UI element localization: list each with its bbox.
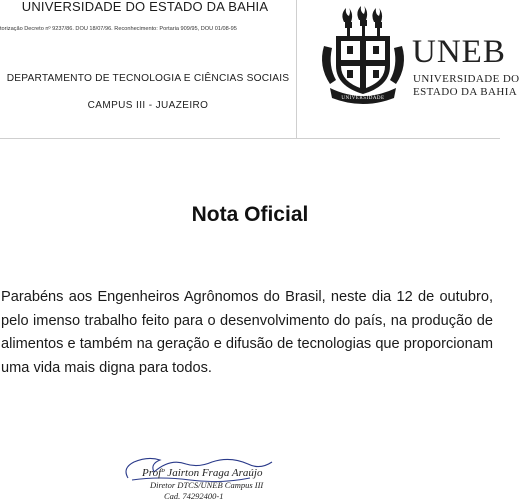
signature-block	[120, 450, 300, 499]
document-title: Nota Oficial	[191, 203, 309, 226]
crest-motto: UNIVERSIDADE	[341, 96, 385, 101]
institution-name: UNIVERSIDADE DO ESTADO DA BAHIA	[21, 0, 269, 14]
letterhead	[0, 0, 520, 141]
letterhead-divider-horizontal	[0, 138, 500, 139]
campus-name: CAMPUS III - JUAZEIRO	[87, 100, 209, 111]
authorization-line: torização Decreto nº 9237/86. DOU 18/07/96. Reconhecimento: Portaria 909/95, DOU 01/08-95	[0, 26, 237, 32]
uneb-crest-icon	[318, 6, 408, 104]
uneb-wordmark: UNEB	[412, 34, 506, 70]
uneb-name-line-2: ESTADO DA BAHIA	[413, 86, 518, 98]
department-name: DEPARTAMENTO DE TECNOLOGIA E CIÊNCIAS SOCIAIS	[6, 73, 290, 84]
message-body: Parabéns aos Engenheiros Agrônomos do Brasil, neste dia 12 de outubro, pelo imenso trabalho feito para o desenvolvimento do país, na produção de alimentos e também na geração e difusão de tecnologias que proporcionam uma vida mais digna para todos.	[1, 289, 493, 377]
uneb-name-line-1: UNIVERSIDADE DO	[413, 73, 520, 85]
letterhead-divider-vertical	[296, 0, 297, 139]
signer-role: Diretor DTCS/UNEB Campus III	[150, 480, 264, 490]
signer-registration: Cad. 74292400-1	[164, 491, 224, 501]
signer-name: Profº Jairton Fraga Araújo	[142, 467, 263, 479]
